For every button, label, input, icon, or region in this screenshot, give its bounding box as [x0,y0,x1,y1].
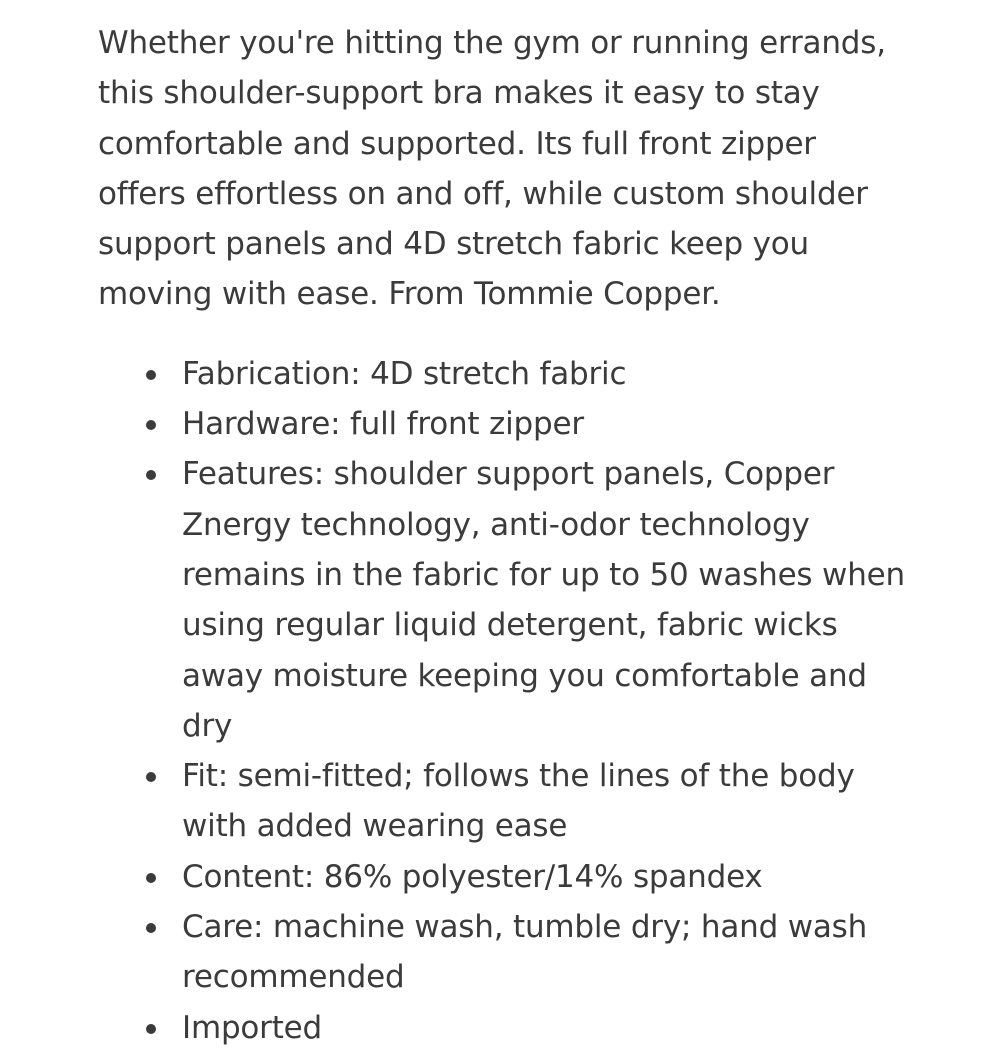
feature-list [98,349,928,1053]
bullet-icon [146,1024,156,1034]
feature-text: Fabrication: 4D stretch fabric [182,355,627,392]
feature-text: Features: shoulder support panels, Copper Znergy technology, anti-odor technology remains in the fabric for up to 50 washes when using regular liquid detergent, fabric wicks away moisture keeping you comfortable and dry [182,456,905,744]
feature-item-fit [182,751,922,852]
feature-item-features [182,449,922,751]
bullet-icon [146,772,156,782]
feature-text: Content: 86% polyester/14% spandex [182,858,763,895]
bullet-icon [146,873,156,883]
feature-text: Care: machine wash, tumble dry; hand wash recommended [182,909,868,996]
bullet-icon [146,470,156,480]
feature-item-fabrication [182,349,922,399]
feature-item-care [182,902,922,1003]
feature-text: Imported [182,1009,323,1046]
description-paragraph: Whether you're hitting the gym or running errands, this shoulder-support bra makes it easy to stay comfortable and supported. Its full front zipper offers effortless on and off, while custom shoulder support panels and 4D stretch fabric keep you moving with ease. From Tommie Copper. [98,25,886,313]
feature-item-hardware [182,399,922,449]
feature-text: Fit: semi-fitted; follows the lines of the body with added wearing ease [182,758,855,845]
feature-item-imported [182,1003,922,1053]
bullet-icon [146,420,156,430]
product-description [98,18,928,1053]
bullet-icon [146,923,156,933]
feature-text: Hardware: full front zipper [182,406,584,443]
bullet-icon [146,370,156,380]
feature-item-content [182,852,922,902]
